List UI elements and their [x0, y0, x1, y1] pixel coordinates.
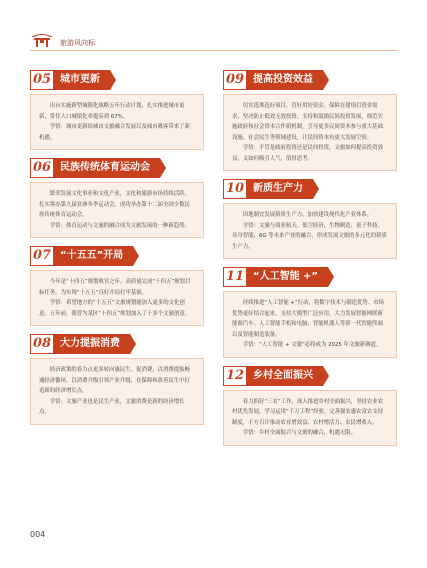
insight-paragraph: 学悟：乡村全面振兴与文旅的融合，机遇无限。	[242, 430, 357, 436]
section-card	[30, 158, 204, 238]
insight-paragraph: 学悟：希望地方的“十五五”文旅规划能加入更多的文化创意。五年前，我曾为某区“十四五”规划加入了十多个文旅创意。	[39, 300, 191, 317]
insight-paragraph: 学悟：体育运动与文旅的融合成为文旅发展的一种新趋势。	[49, 222, 190, 229]
section-heading	[223, 366, 397, 386]
section-number: 05	[30, 70, 54, 90]
section-body	[223, 390, 397, 446]
section-paragraph: 繁荣发展文化事业和文化产业，文化和旅游市场持续活跃，扎实筹办第九届亚洲冬季运动会，成功举办第十二届全国少数民族传统体育运动会。	[39, 191, 190, 218]
section-card	[223, 70, 397, 171]
header-title: 旅游风向标	[60, 39, 95, 47]
section-title: 城市更新	[54, 70, 110, 90]
section-heading	[30, 70, 204, 90]
section-heading	[223, 267, 397, 287]
section-number: 09	[223, 70, 247, 90]
section-body	[30, 358, 204, 425]
section-body	[30, 270, 204, 326]
section-heading	[30, 334, 204, 354]
section-paragraph: 着力抓好“三农”工作，深入推进乡村全面振兴，坚持农业农村优先发展，学习运用“千万工程”经验，完善强农惠农富农支持制度，千方百计推动农业增效益、农村增活力、农民增收入。	[232, 398, 384, 426]
section-title: 提高投资效益	[247, 70, 323, 90]
section-number: 07	[30, 246, 54, 266]
section-body	[30, 94, 204, 150]
section-title: 乡村全面振兴	[247, 366, 323, 386]
section-card	[30, 70, 204, 150]
section-card	[223, 267, 397, 358]
section-paragraph: 切实选准选好项目，管好用好资金，保障在建项目资金需求，坚决防止低效无效投资，支持和鼓励民间投资发展，规范实施政府和社会资本合作新机制，引导更多民间资本参与重大基础设施、社会民生等领域建设，让民间资本有更大发展空间。	[232, 103, 383, 141]
insight-paragraph: 学悟：城市更新给城市文旅融合发展以及城市吸客带来了新机遇。	[39, 124, 190, 141]
section-card	[30, 334, 204, 425]
section-card	[223, 179, 397, 259]
section-title: 新质生产力	[247, 179, 313, 199]
section-card	[223, 366, 397, 446]
section-number: 12	[223, 366, 247, 386]
header-divider	[30, 50, 397, 51]
section-title: 大力提振消费	[54, 334, 130, 354]
section-number: 11	[223, 267, 247, 287]
section-number: 10	[223, 179, 247, 199]
insight-paragraph: 学悟：文旅产业也是民生产业，文旅消费是新的经济增长点。	[39, 398, 185, 415]
section-heading	[223, 70, 397, 90]
insight-paragraph: 学悟：“人工智能 + 文旅”必将成为 2025 年文旅新赛道。	[242, 342, 382, 348]
section-paragraph: 今年是“十四五”规划收官之年。高质量完成“十四五”规划目标任务，为实现“十五五”良好开局打牢基础。	[39, 279, 191, 296]
section-paragraph: 经济政策的着力点更多转向惠民生、促消费，以消费提振畅通经济循环，以消费升级引领产业升级，在保障和改善民生中打造新的经济增长点。	[39, 367, 190, 394]
section-title: “人工智能 +”	[247, 267, 328, 287]
section-title: “十五五”开局	[54, 246, 133, 266]
page-number: 004	[30, 530, 46, 539]
section-paragraph: 出台实施新型城镇化战略五年行动计划，扎实推进城市更新，常住人口城镇化率提高到 67%。	[39, 103, 185, 120]
section-body	[223, 291, 397, 358]
left-column	[30, 70, 204, 433]
section-body	[223, 203, 397, 259]
section-card	[30, 246, 204, 326]
right-column	[223, 70, 397, 454]
section-number: 08	[30, 334, 54, 354]
insight-paragraph: 学悟：文旅与商业航天、低空经济、生物制造、量子科技、具身智能、6G 等未来产业的融合，形成发展文旅的多元化的新质生产力。	[232, 222, 387, 250]
section-heading	[30, 246, 204, 266]
section-paragraph: 持续推进“人工智能 +”行动，将数字技术与制造优势、市场优势更好结合起来，支持大模型广泛应用，大力发展智能网联新能源汽车、人工智能手机和电脑、智能机器人等新一代智能终端以及智能制造装备。	[232, 300, 384, 338]
section-paragraph: 因地制宜发展新质生产力，加快建设现代化产业体系。	[242, 212, 373, 218]
section-number: 06	[30, 158, 54, 178]
section-heading	[30, 158, 204, 178]
section-heading	[223, 179, 397, 199]
insight-paragraph: 学悟：不管是政府投资还是民间投资，文旅如何提高投资效益，又如何吸引人气，值得思考。	[232, 145, 383, 162]
section-body	[30, 182, 204, 238]
section-body	[223, 94, 397, 171]
section-title: 民族传统体育运动会	[54, 158, 160, 178]
pavilion-logo-icon	[30, 32, 54, 48]
